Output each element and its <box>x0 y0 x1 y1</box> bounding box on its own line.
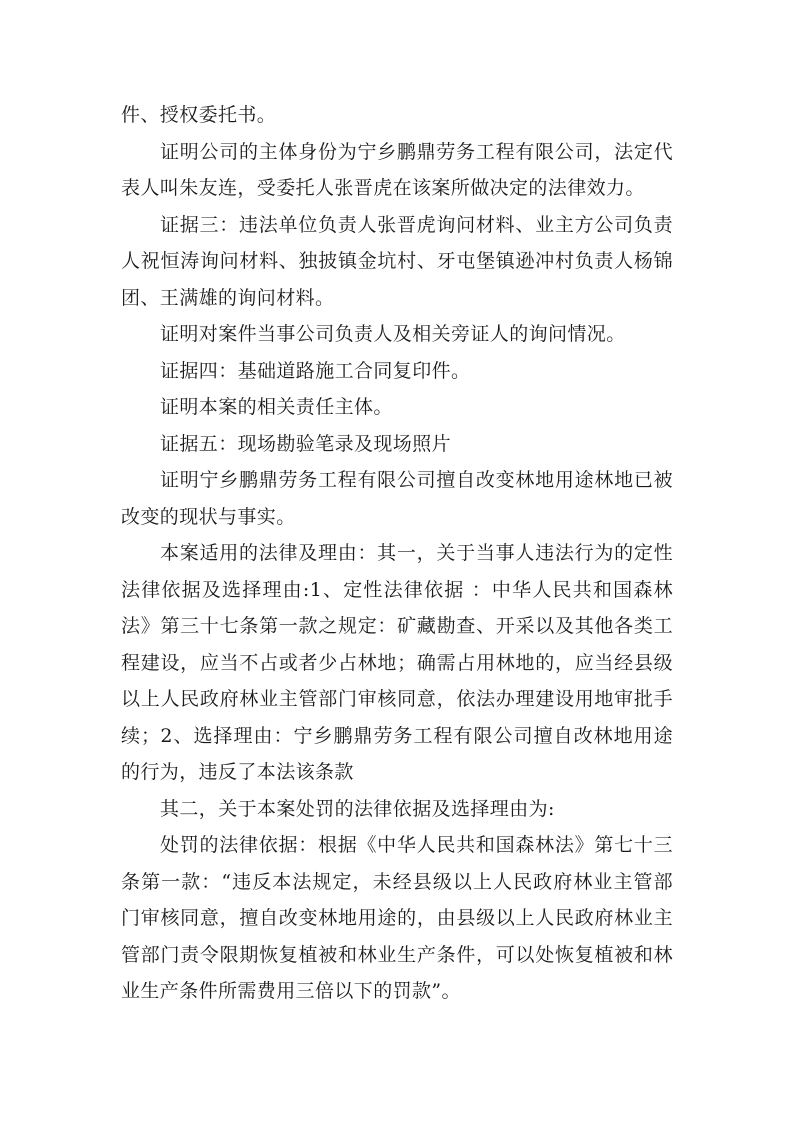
paragraph-evidence-three: 证据三：违法单位负责人张晋虎询问材料、业主方公司负责人祝恒涛询问材料、独披镇金坑村、牙屯堡镇逊冲村负责人杨锦团、王满雄的询问材料。 <box>121 213 673 309</box>
paragraph-continuation: 件、授权委托书。 <box>121 104 277 126</box>
paragraph-evidence-two-proof: 证明公司的主体身份为宁乡鹏鼎劳务工程有限公司，法定代表人叫朱友连，受委托人张晋虎在该案所做决定的法律效力。 <box>121 140 673 199</box>
paragraph-evidence-four-proof: 证明本案的相关责任主体。 <box>160 396 393 418</box>
paragraph-penalty-basis-heading: 其二，关于本案处罚的法律依据及选择理由为: <box>160 797 555 820</box>
paragraph-evidence-three-proof: 证明对案件当事公司负责人及相关旁证人的询问情况。 <box>160 323 626 345</box>
paragraph-evidence-five-proof: 证明宁乡鹏鼎劳务工程有限公司擅自改变林地用途林地已被改变的现状与事实。 <box>121 469 673 528</box>
paragraph-penalty-legal-basis: 处罚的法律依据：根据《中华人民共和国森林法》第七十三条第一款：“违反本法规定，未经县级以上人民政府林业主管部门审核同意，擅自改变林地用途的，由县级以上人民政府林业主管部门责令限期恢复植被和林业生产条件，可以处恢复植被和林业生产条件所需费用三倍以下的罚款”。 <box>121 834 673 1002</box>
paragraph-evidence-five: 证据五：现场勘验笔录及现场照片 <box>160 432 452 455</box>
document-body <box>121 97 673 1010</box>
paragraph-applicable-law: 本案适用的法律及理由：其一，关于当事人违法行为的定性法律依据及选择理由:1、定性法律依据 ：中华人民共和国森林法》第三十七条第一款之规定：矿藏勘查、开采以及其他各类工程建设，应当不占或者少占林地；确需占用林地的，应当经县级以上人民政府林业主管部门审核同意，依法办理建设用地审批手续；2、选择理由：宁乡鹏鼎劳务工程有限公司擅自改林地用途的行为，违反了本法该条款 <box>121 542 673 783</box>
paragraph-evidence-four: 证据四：基础道路施工合同复印件。 <box>160 359 471 382</box>
